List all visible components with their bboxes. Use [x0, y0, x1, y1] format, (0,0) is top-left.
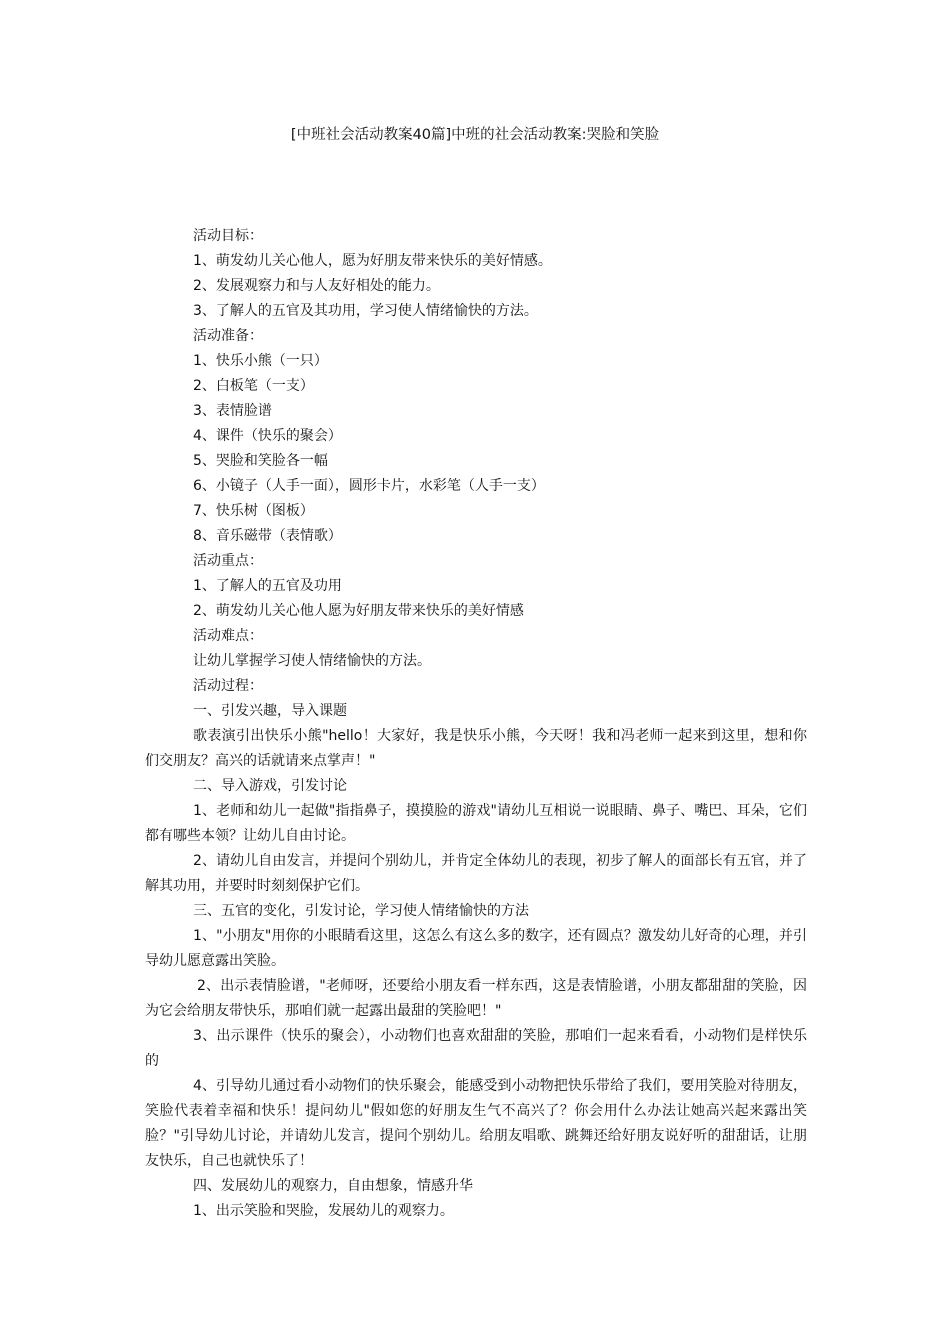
goal-item: 1、萌发幼儿关心他人，愿为好朋友带来快乐的美好情感。 [193, 253, 552, 269]
section-paragraph: 1、老师和幼儿一起做"指指鼻子，摸摸脸的游戏"请幼儿互相说一说眼睛、鼻子、嘴巴、耳朵，它们都有哪些本领？让幼儿自由讨论。 [145, 803, 807, 844]
prep-item: 7、快乐树（图板） [193, 503, 314, 519]
goal-item: 3、了解人的五官及其功用，学习使人情绪愉快的方法。 [193, 303, 538, 319]
key-item: 2、萌发幼儿关心他人愿为好朋友带来快乐的美好情感 [193, 603, 524, 619]
section-paragraph: 2、请幼儿自由发言，并提问个别幼儿，并肯定全体幼儿的表现，初步了解人的面部长有五官，并了解其功用，并要时时刻刻保护它们。 [145, 853, 807, 894]
key-heading: 活动重点： [193, 553, 263, 569]
goals-heading: 活动目标： [193, 228, 263, 244]
goal-item: 2、发展观察力和与人友好相处的能力。 [193, 278, 440, 294]
difficulty-text: 让幼儿掌握学习使人情绪愉快的方法。 [193, 653, 431, 669]
section-heading: 三、五官的变化，引发讨论，学习使人情绪愉快的方法 [193, 903, 529, 919]
section-heading: 四、发展幼儿的观察力，自由想象，情感升华 [193, 1178, 473, 1194]
section-heading: 二、导入游戏，引发讨论 [193, 778, 347, 794]
section-paragraph: 歌表演引出快乐小熊"hello！大家好，我是快乐小熊，今天呀！我和冯老师一起来到这里，想和你们交朋友？高兴的话就请来点掌声！" [145, 728, 807, 769]
document-title: [中班社会活动教案40篇]中班的社会活动教案:哭脸和笑脸 [290, 127, 660, 143]
prep-item: 2、白板笔（一支） [193, 378, 314, 394]
section-paragraph: 4、引导幼儿通过看小动物们的快乐聚会，能感受到小动物把快乐带给了我们，要用笑脸对待朋友，笑脸代表着幸福和快乐！提问幼儿"假如您的好朋友生气不高兴了？你会用什么办法让她高兴起来露出笑脸？"引导幼儿讨论，并请幼儿发言，提问个别幼儿。给朋友唱歌、跳舞还给好朋友说好听的甜甜话，让朋友快乐，自己也就快乐了！ [145, 1078, 807, 1169]
section-paragraph: 2、出示表情脸谱，"老师呀，还要给小朋友看一样东西，这是表情脸谱，小朋友都甜甜的笑脸，因为它会给朋友带快乐，那咱们就一起露出最甜的笑脸吧！" [145, 978, 807, 1019]
process-heading: 活动过程： [193, 678, 263, 694]
prep-item: 5、哭脸和笑脸各一幅 [193, 453, 328, 469]
prep-item: 3、表情脸谱 [193, 403, 272, 419]
prep-item: 4、课件（快乐的聚会） [193, 428, 342, 444]
section-paragraph: 3、出示课件（快乐的聚会），小动物们也喜欢甜甜的笑脸，那咱们一起来看看，小动物们是样快乐的 [145, 1028, 807, 1069]
prep-heading: 活动准备： [193, 328, 263, 344]
key-item: 1、了解人的五官及功用 [193, 578, 342, 594]
prep-item: 8、音乐磁带（表情歌） [193, 528, 342, 544]
difficulty-heading: 活动难点： [193, 628, 263, 644]
section-heading: 一、引发兴趣，导入课题 [193, 703, 347, 719]
prep-item: 1、快乐小熊（一只） [193, 353, 328, 369]
prep-item: 6、小镜子（人手一面），圆形卡片，水彩笔（人手一支） [193, 478, 545, 494]
document-body [145, 224, 807, 1224]
section-paragraph: 1、"小朋友"用你的小眼睛看这里，这怎么有这么多的数字，还有圆点？激发幼儿好奇的心理，并引导幼儿愿意露出笑脸。 [145, 928, 807, 969]
section-paragraph: 1、出示笑脸和哭脸，发展幼儿的观察力。 [193, 1203, 454, 1219]
